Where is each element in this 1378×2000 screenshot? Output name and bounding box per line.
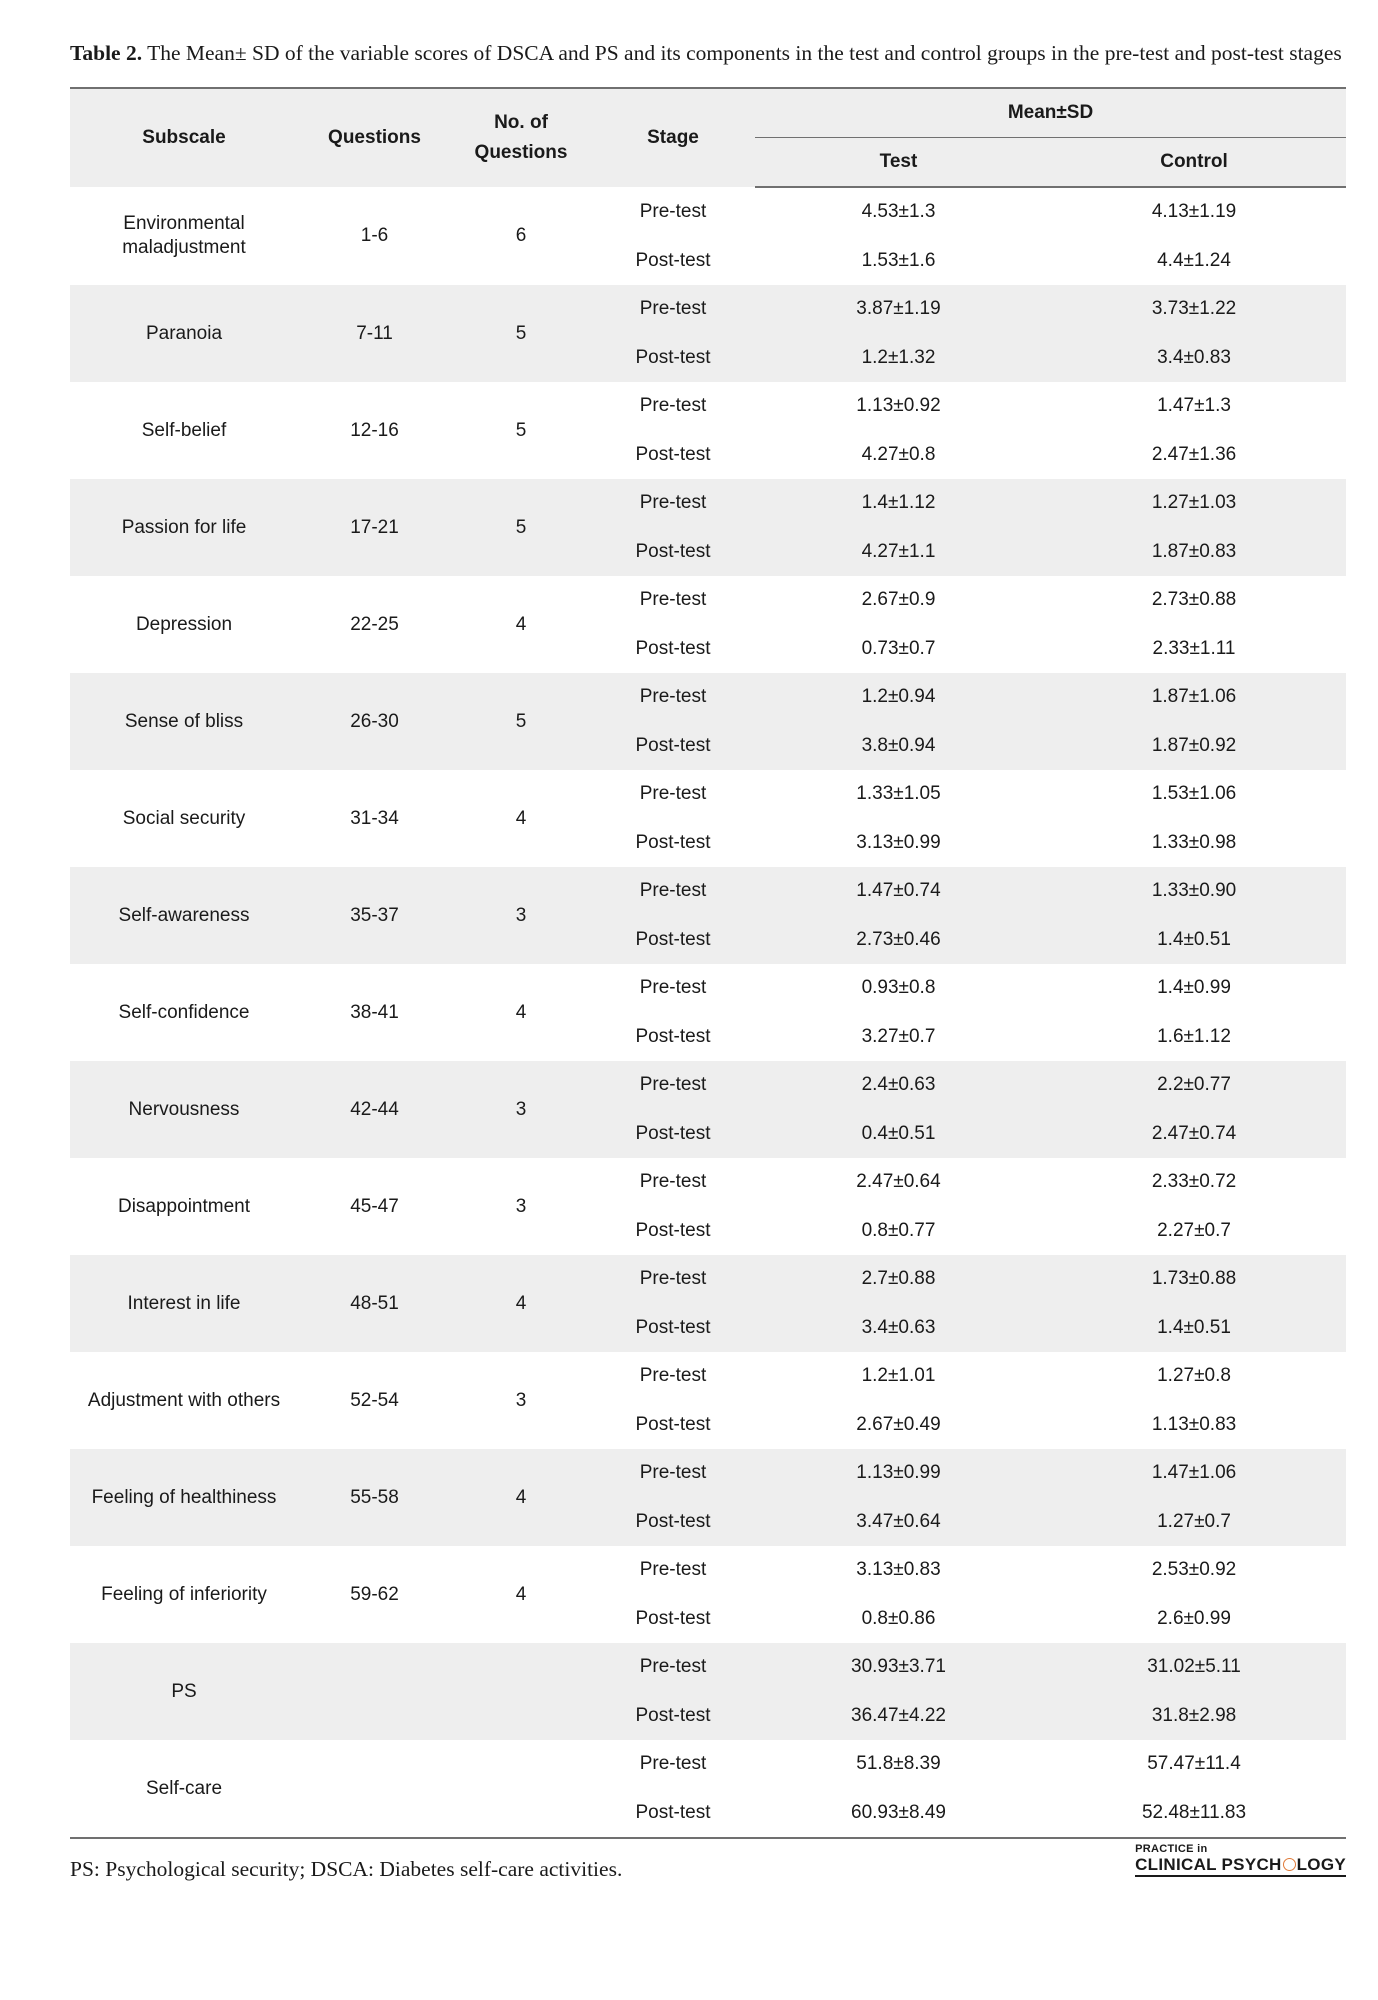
cell-stage: Pre-test	[639, 589, 707, 611]
table-caption	[70, 38, 1346, 69]
journal-logo-circle-icon	[1283, 1858, 1296, 1871]
cell-control-value: 1.33±0.90	[1042, 867, 1346, 916]
cell-control-value: 1.4±0.99	[1157, 977, 1231, 999]
cell-subscale: Feeling of inferiority	[101, 1583, 267, 1605]
cell-questions: 1-6	[360, 225, 389, 246]
table-caption-label: Table 2.	[70, 41, 143, 65]
table-row	[70, 187, 1346, 237]
table-row	[70, 285, 1346, 334]
cell-test-value: 3.8±0.94	[755, 722, 1042, 771]
cell-question-count: 6	[515, 225, 527, 246]
cell-stage: Pre-test	[591, 867, 755, 916]
cell-questions: 35-37	[298, 867, 451, 964]
cell-stage: Pre-test	[591, 1643, 755, 1692]
cell-question-count: 5	[451, 479, 591, 576]
cell-test-value: 0.4±0.51	[755, 1110, 1042, 1159]
table-row	[70, 1352, 1346, 1401]
cell-questions	[298, 1740, 451, 1838]
page	[70, 38, 1346, 1899]
cell-test-value: 3.4±0.63	[755, 1304, 1042, 1353]
cell-subscale: Depression	[135, 613, 233, 635]
cell-question-count: 4	[515, 1001, 527, 1023]
cell-control-value: 1.27±0.8	[1157, 1365, 1231, 1387]
cell-control-value: 1.27±0.7	[1042, 1498, 1346, 1547]
cell-test-value: 1.53±1.6	[861, 249, 936, 271]
table-row	[70, 1255, 1346, 1304]
header-mean-sd: Mean±SD	[755, 88, 1346, 138]
header-subscale: Subscale	[70, 88, 298, 187]
cell-stage: Post-test	[635, 1413, 711, 1435]
header-stage: Stage	[591, 88, 755, 187]
cell-question-count: 3	[451, 867, 591, 964]
cell-control-value: 3.4±0.83	[1042, 334, 1346, 383]
cell-stage: Post-test	[591, 528, 755, 577]
cell-questions: 7-11	[298, 285, 451, 382]
cell-questions: 42-44	[298, 1061, 451, 1158]
cell-test-value: 1.2±0.94	[755, 673, 1042, 722]
cell-test-value: 2.47±0.64	[856, 1171, 941, 1193]
table-row	[70, 867, 1346, 916]
cell-stage: Post-test	[591, 1498, 755, 1547]
cell-stage: Pre-test	[639, 783, 707, 805]
cell-control-value: 52.48±11.83	[1042, 1789, 1346, 1839]
cell-stage: Pre-test	[591, 285, 755, 334]
header-control: Control	[1042, 138, 1346, 188]
cell-test-value: 60.93±8.49	[755, 1789, 1042, 1839]
table-row	[70, 1643, 1346, 1692]
cell-subscale: Interest in life	[70, 1255, 298, 1352]
cell-test-value: 30.93±3.71	[755, 1643, 1042, 1692]
cell-question-count: 3	[451, 1061, 591, 1158]
cell-subscale: Paranoia	[70, 285, 298, 382]
cell-control-value: 2.47±0.74	[1042, 1110, 1346, 1159]
table-row	[70, 382, 1346, 431]
cell-control-value: 2.47±1.36	[1151, 443, 1237, 465]
cell-control-value: 2.2±0.77	[1042, 1061, 1346, 1110]
cell-control-value: 1.13±0.83	[1151, 1413, 1237, 1435]
cell-subscale: Passion for life	[70, 479, 298, 576]
header-no-of-questions-line2: Questions	[474, 142, 568, 163]
cell-question-count: 5	[451, 673, 591, 770]
cell-subscale: Self-care	[70, 1740, 298, 1838]
cell-question-count: 4	[451, 1449, 591, 1546]
cell-test-value: 0.8±0.77	[861, 1219, 936, 1241]
cell-stage: Pre-test	[591, 1449, 755, 1498]
cell-question-count: 4	[515, 613, 527, 635]
cell-stage: Pre-test	[639, 977, 707, 999]
cell-question-count: 5	[451, 285, 591, 382]
cell-test-value: 4.27±0.8	[861, 443, 936, 465]
cell-test-value: 1.47±0.74	[755, 867, 1042, 916]
cell-test-value: 1.13±0.99	[755, 1449, 1042, 1498]
cell-subscale: Environmental maladjustment	[122, 213, 246, 258]
cell-test-value: 1.2±1.01	[861, 1365, 936, 1387]
cell-question-count: 3	[515, 1195, 527, 1217]
cell-control-value: 3.73±1.22	[1042, 285, 1346, 334]
cell-test-value: 1.2±1.32	[755, 334, 1042, 383]
cell-stage: Pre-test	[639, 200, 707, 222]
cell-questions: 22-25	[350, 613, 399, 635]
cell-questions: 55-58	[298, 1449, 451, 1546]
cell-control-value: 1.47±1.3	[1157, 395, 1231, 417]
cell-stage: Pre-test	[639, 1171, 707, 1193]
cell-test-value: 36.47±4.22	[755, 1692, 1042, 1741]
cell-test-value: 2.73±0.46	[755, 916, 1042, 965]
table-row	[70, 770, 1346, 819]
cell-subscale: Nervousness	[70, 1061, 298, 1158]
footnote: PS: Psychological security; DSCA: Diabetes self-care activities.	[70, 1857, 623, 1881]
data-table	[70, 87, 1346, 1839]
cell-control-value: 1.33±0.98	[1151, 831, 1237, 853]
header-questions: Questions	[298, 88, 451, 187]
table-row	[70, 1546, 1346, 1595]
cell-questions: 31-34	[350, 807, 399, 829]
cell-control-value: 2.53±0.92	[1151, 1559, 1237, 1581]
cell-test-value: 3.13±0.99	[856, 831, 941, 853]
cell-question-count	[451, 1643, 591, 1740]
cell-stage: Pre-test	[639, 1365, 707, 1387]
cell-test-value: 51.8±8.39	[856, 1753, 941, 1775]
cell-test-value: 2.7±0.88	[755, 1255, 1042, 1304]
cell-control-value: 1.47±1.06	[1042, 1449, 1346, 1498]
cell-test-value: 3.87±1.19	[755, 285, 1042, 334]
cell-test-value: 3.27±0.7	[861, 1025, 936, 1047]
cell-questions	[298, 1643, 451, 1740]
cell-control-value: 31.8±2.98	[1042, 1692, 1346, 1741]
cell-test-value: 0.93±0.8	[861, 977, 936, 999]
cell-test-value: 2.67±0.9	[861, 589, 936, 611]
cell-stage: Post-test	[591, 916, 755, 965]
table-body	[70, 187, 1346, 1838]
cell-control-value: 1.6±1.12	[1157, 1025, 1231, 1047]
table-row	[70, 1158, 1346, 1207]
header-no-of-questions	[451, 88, 591, 187]
cell-control-value: 1.87±0.83	[1042, 528, 1346, 577]
cell-stage: Pre-test	[591, 479, 755, 528]
cell-stage: Pre-test	[639, 1559, 707, 1581]
cell-questions: 17-21	[298, 479, 451, 576]
cell-question-count	[451, 1740, 591, 1838]
cell-stage: Pre-test	[639, 395, 707, 417]
cell-stage: Post-test	[591, 1110, 755, 1159]
cell-control-value: 4.4±1.24	[1157, 249, 1231, 271]
cell-test-value: 0.8±0.86	[861, 1607, 936, 1629]
cell-control-value: 1.4±0.51	[1042, 1304, 1346, 1353]
cell-control-value: 1.4±0.51	[1042, 916, 1346, 965]
cell-questions: 45-47	[350, 1195, 399, 1217]
cell-control-value: 1.27±1.03	[1042, 479, 1346, 528]
cell-test-value: 4.27±1.1	[755, 528, 1042, 577]
cell-question-count: 4	[451, 1255, 591, 1352]
header-test: Test	[755, 138, 1042, 188]
table-row	[70, 673, 1346, 722]
table-row	[70, 1449, 1346, 1498]
table-caption-text: The Mean± SD of the variable scores of DSCA and PS and its components in the test and control groups in the pre-test and post-test stages	[142, 41, 1342, 65]
cell-subscale: PS	[70, 1643, 298, 1740]
cell-questions: 52-54	[350, 1389, 399, 1411]
cell-subscale: Social security	[122, 807, 246, 829]
cell-control-value: 1.73±0.88	[1042, 1255, 1346, 1304]
cell-control-value: 2.33±0.72	[1151, 1171, 1237, 1193]
cell-test-value: 2.67±0.49	[856, 1413, 941, 1435]
cell-stage: Post-test	[635, 831, 711, 853]
cell-subscale: Adjustment with others	[87, 1389, 281, 1411]
cell-test-value: 1.33±1.05	[856, 783, 941, 805]
cell-question-count: 5	[515, 419, 527, 441]
table-row	[70, 1061, 1346, 1110]
cell-stage: Post-test	[635, 443, 711, 465]
cell-subscale: Self-confidence	[118, 1001, 250, 1023]
cell-stage: Post-test	[591, 1304, 755, 1353]
cell-questions: 12-16	[350, 419, 399, 441]
cell-stage: Pre-test	[591, 1255, 755, 1304]
cell-questions: 59-62	[350, 1583, 399, 1605]
cell-control-value: 31.02±5.11	[1042, 1643, 1346, 1692]
cell-stage: Post-test	[635, 1219, 711, 1241]
cell-control-value: 2.73±0.88	[1151, 589, 1237, 611]
cell-subscale: Feeling of healthiness	[70, 1449, 298, 1546]
cell-test-value: 4.53±1.3	[861, 201, 936, 223]
cell-stage: Post-test	[635, 249, 711, 271]
cell-stage: Pre-test	[591, 1061, 755, 1110]
cell-question-count: 4	[515, 1583, 527, 1605]
cell-stage: Pre-test	[591, 673, 755, 722]
cell-test-value: 1.13±0.92	[856, 395, 941, 417]
cell-control-value: 1.53±1.06	[1151, 783, 1237, 805]
footer	[70, 1843, 1346, 1899]
cell-control-value: 4.13±1.19	[1151, 201, 1237, 223]
cell-control-value: 2.27±0.7	[1157, 1219, 1231, 1241]
header-row	[70, 88, 1346, 138]
cell-control-value: 2.6±0.99	[1157, 1607, 1231, 1629]
cell-stage: Post-test	[591, 722, 755, 771]
cell-questions: 38-41	[350, 1001, 399, 1023]
header-no-of-questions-line1: No. of	[494, 112, 548, 133]
cell-question-count: 4	[515, 807, 527, 829]
cell-stage: Post-test	[635, 1025, 711, 1047]
cell-question-count: 3	[515, 1389, 527, 1411]
cell-stage: Post-test	[635, 637, 711, 659]
journal-logo	[1135, 1843, 1346, 1877]
cell-subscale: Disappointment	[117, 1195, 251, 1217]
cell-control-value: 57.47±11.4	[1147, 1753, 1241, 1775]
cell-control-value: 1.87±1.06	[1042, 673, 1346, 722]
cell-stage: Post-test	[635, 1607, 711, 1629]
journal-logo-line2	[1135, 1855, 1346, 1877]
cell-test-value: 3.13±0.83	[856, 1559, 941, 1581]
cell-subscale: Self-belief	[141, 419, 227, 441]
cell-control-value: 1.87±0.92	[1042, 722, 1346, 771]
table-row	[70, 1740, 1346, 1789]
journal-logo-text-a: CLINICAL PSYCH	[1135, 1855, 1282, 1874]
cell-questions: 48-51	[298, 1255, 451, 1352]
cell-stage: Post-test	[591, 1692, 755, 1741]
journal-logo-text-b: LOGY	[1296, 1855, 1346, 1874]
cell-test-value: 2.4±0.63	[755, 1061, 1042, 1110]
table-row	[70, 576, 1346, 625]
cell-test-value: 0.73±0.7	[861, 637, 936, 659]
cell-test-value: 3.47±0.64	[755, 1498, 1042, 1547]
table-row	[70, 479, 1346, 528]
cell-subscale: Sense of bliss	[70, 673, 298, 770]
cell-control-value: 2.33±1.11	[1152, 637, 1236, 659]
cell-stage: Pre-test	[639, 1753, 707, 1775]
cell-test-value: 1.4±1.12	[755, 479, 1042, 528]
cell-stage: Post-test	[591, 334, 755, 383]
cell-stage: Post-test	[591, 1789, 755, 1839]
table-row	[70, 964, 1346, 1013]
journal-logo-line1: PRACTICE in	[1135, 1843, 1208, 1855]
cell-questions: 26-30	[298, 673, 451, 770]
cell-subscale: Self-awareness	[70, 867, 298, 964]
